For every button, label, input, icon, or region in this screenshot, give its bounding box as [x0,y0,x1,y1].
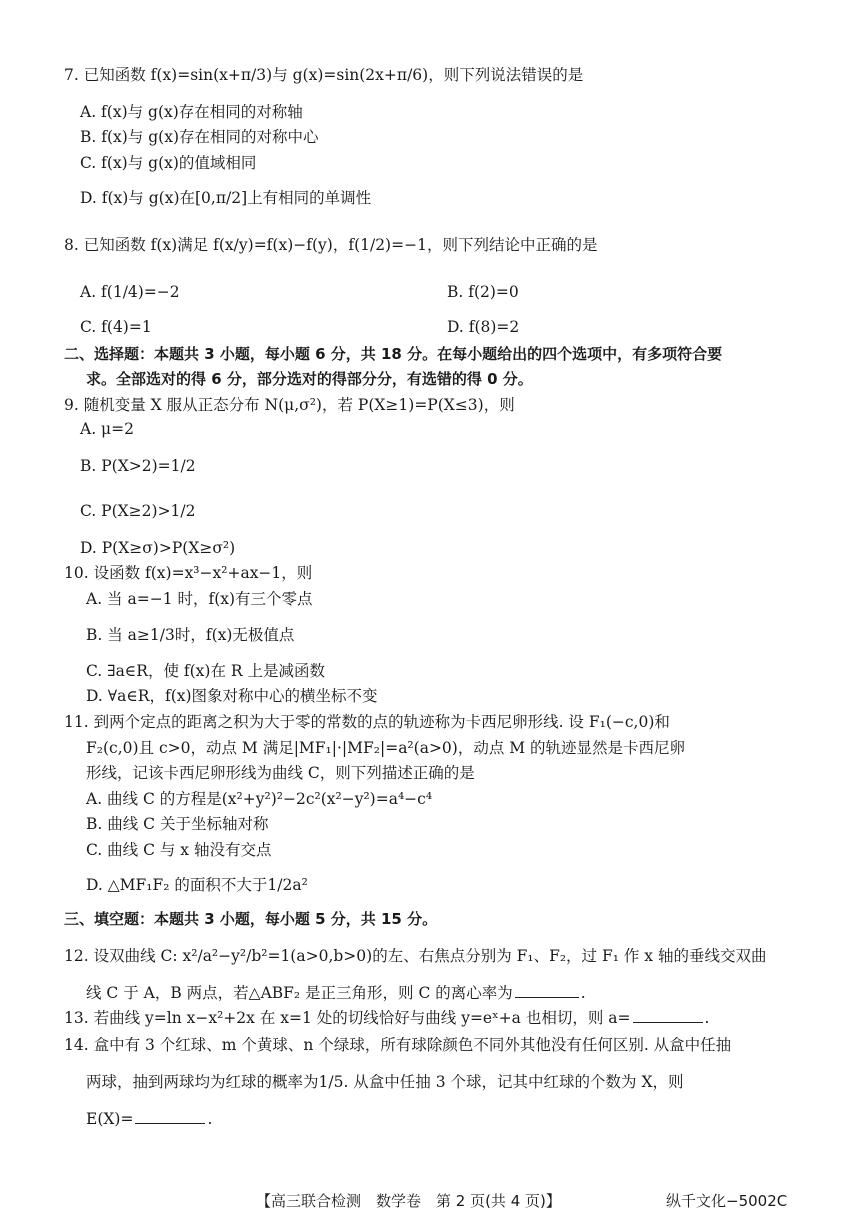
section-2-heading-cont: 求。全部选对的得 6 分，部分选对的得部分分，有选错的得 0 分。 [86,370,533,388]
q11-option-a: A. 曲线 C 的方程是(x²+y²)²−2c²(x²−y²)=a⁴−c⁴ [86,790,433,808]
q11-option-d: D. △MF₁F₂ 的面积不大于1/2a² [86,876,308,894]
q8-stem: 8. 已知函数 f(x)满足 f(x/y)=f(x)−f(y)，f(1/2)=−1，则下列结论中正确的是 [64,236,598,254]
q10-option-d: D. ∀a∈R，f(x)图象对称中心的横坐标不变 [86,687,378,705]
q12-answer-blank[interactable] [515,983,579,998]
q7-option-c: C. f(x)与 g(x)的值域相同 [80,154,257,172]
q8-option-d: D. f(8)=2 [447,318,520,336]
q7-option-d: D. f(x)与 g(x)在[0,π/2]上有相同的单调性 [80,189,372,207]
q14-line3 [86,1108,212,1130]
q9-option-a: A. μ=2 [80,420,134,438]
footer-publisher: 纵千文化−5002C [666,1192,788,1210]
q10-option-a: A. 当 a=−1 时，f(x)有三个零点 [86,590,313,608]
q11-stem-line2: F₂(c,0)且 c>0，动点 M 满足|MF₁|·|MF₂|=a²(a>0)，动点 M 的轨迹显然是卡西尼卵 [86,739,686,757]
q14-expect-label: E(X)= [86,1110,134,1128]
q9-option-b: B. P(X>2)=1/2 [80,457,196,475]
q8-option-c: C. f(4)=1 [80,318,152,336]
q7-option-a: A. f(x)与 g(x)存在相同的对称轴 [80,103,303,121]
q10-option-c: C. ∃a∈R，使 f(x)在 R 上是减函数 [86,662,325,680]
q11-stem-line1: 11. 到两个定点的距离之积为大于零的常数的点的轨迹称为卡西尼卵形线. 设 F₁(−c,0)和 [64,713,670,731]
q14-line1: 14. 盒中有 3 个红球、m 个黄球、n 个绿球，所有球除颜色不同外其他没有任何区别. 从盒中任抽 [64,1036,732,1054]
footer-page-info: 【高三联合检测 数学卷 第 2 页(共 4 页)】 [256,1192,561,1210]
q8-option-b: B. f(2)=0 [447,283,519,301]
q9-option-d: D. P(X≥σ)>P(X≥σ²) [80,539,236,557]
q11-option-c: C. 曲线 C 与 x 轴没有交点 [86,841,272,859]
q11-stem-line3: 形线，记该卡西尼卵形线为曲线 C，则下列描述正确的是 [86,764,475,782]
q14-line2: 两球，抽到两球均为红球的概率为1/5. 从盒中任抽 3 个球，记其中红球的个数为 X，则 [86,1073,684,1091]
q13-text: 13. 若曲线 y=ln x−x²+2x 在 x=1 处的切线恰好与曲线 y=eˣ+a 也相切，则 a= [64,1009,631,1027]
q13-line1 [64,1007,709,1029]
q14-end: . [207,1110,213,1128]
q12-line1: 12. 设双曲线 C: x²/a²−y²/b²=1(a>0,b>0)的左、右焦点分别为 F₁、F₂，过 F₁ 作 x 轴的垂线交双曲 [64,947,767,965]
q8-option-a: A. f(1/4)=−2 [80,283,180,301]
q10-option-b: B. 当 a≥1/3时，f(x)无极值点 [86,626,295,644]
q13-answer-blank[interactable] [633,1008,703,1023]
section-2-heading: 二、选择题：本题共 3 小题，每小题 6 分，共 18 分。在每小题给出的四个选项中，有多项符合要 [64,345,723,363]
q14-answer-blank[interactable] [135,1109,205,1124]
section-3-heading: 三、填空题：本题共 3 小题，每小题 5 分，共 15 分。 [64,910,438,928]
q10-stem: 10. 设函数 f(x)=x³−x²+ax−1，则 [64,564,313,582]
q12-line2-end: . [580,984,586,1002]
q11-option-b: B. 曲线 C 关于坐标轴对称 [86,815,269,833]
q7-stem: 7. 已知函数 f(x)=sin(x+π/3)与 g(x)=sin(2x+π/6)，则下列说法错误的是 [64,66,584,84]
q7-option-b: B. f(x)与 g(x)存在相同的对称中心 [80,128,319,146]
q12-line2 [86,982,586,1004]
q9-stem: 9. 随机变量 X 服从正态分布 N(μ,σ²)，若 P(X≥1)=P(X≤3)，则 [64,396,515,414]
q13-end: . [704,1009,710,1027]
q9-option-c: C. P(X≥2)>1/2 [80,502,196,520]
q12-line2-text: 线 C 于 A，B 两点，若△ABF₂ 是正三角形，则 C 的离心率为 [86,984,513,1002]
